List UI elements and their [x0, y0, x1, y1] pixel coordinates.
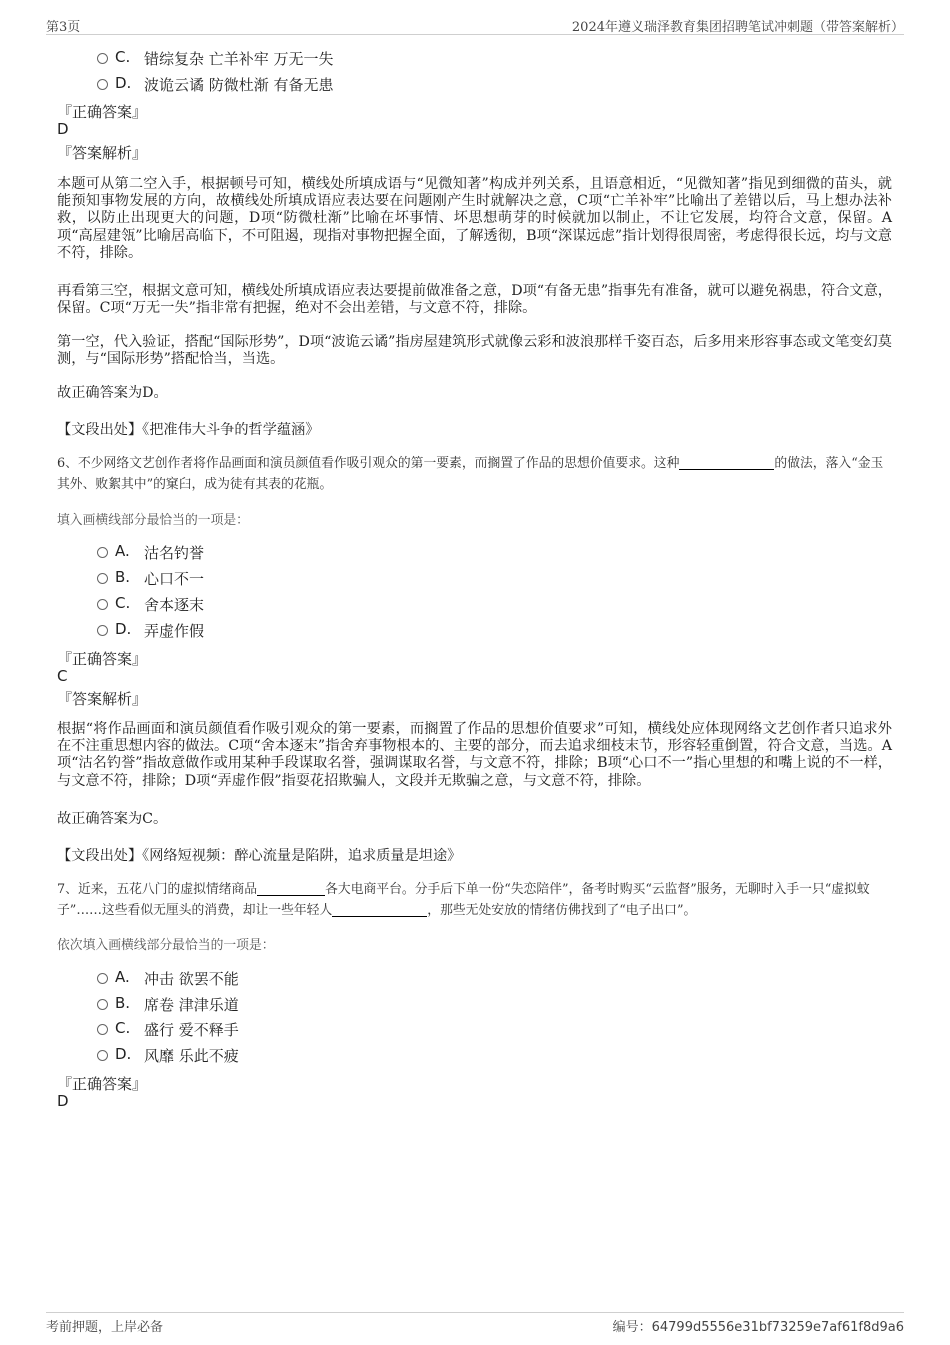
q5-analysis-label: 『答案解析』 — [57, 144, 148, 162]
q6-analysis-paragraph-2: 故正确答案为C。 — [57, 811, 168, 827]
option-text: 错综复杂 亡羊补牢 万无一失 — [144, 50, 334, 68]
option-letter: B. — [115, 994, 131, 1012]
page-header — [46, 14, 904, 35]
option-text: 沽名钓誉 — [144, 544, 205, 562]
q7-stem-part2: 各大电商平台。分手后下单一份“失恋陪伴”，备考时购买“云监督”服务，无聊时入手一只“虚拟蚊子”……这些看似无厘头的消费，却让一些年轻人 — [57, 882, 870, 918]
q6-analysis-paragraph-1: 根据“将作品画面和演员颜值看作吸引观众的第一要素，而搁置了作品的思想价值要求”可知，横线处应体现网络文艺创作者只追求外在不注重思想内容的做法。C项“舍本逐末”指舍弃事物根本的、主要的部分，而去追求细枝末节，形容轻重倒置，符合文意，当选。A项“沽名钓誉”指故意做作或用某种手段谋取名誉，强调谋取名誉，与文意不符，排除；B项“心口不一”指心里想的和嘴上说的不一样，与文意不符，排除；D项“弄虚作假”指耍花招欺骗人，文段并无欺骗之意，与文意不符，排除。 — [57, 721, 892, 789]
option-letter: C. — [115, 594, 131, 612]
radio-button[interactable] — [97, 973, 108, 984]
option-text: 冲击 欲罢不能 — [144, 970, 239, 988]
option-text: 波诡云谲 防微杜渐 有备无患 — [144, 76, 334, 94]
q7-instruction: 依次填入画横线部分最恰当的一项是： — [57, 938, 275, 953]
q6-stem-part1: 6、不少网络文艺创作者将作品画面和演员颜值看作吸引观众的第一要素，而搁置了作品的思想价值要求。这种 — [57, 456, 680, 471]
option-text: 风靡 乐此不疲 — [144, 1047, 239, 1065]
q6-stem-part2: 的做法，落入“金玉其外、败絮其中”的窠臼，成为徒有其表的花瓶。 — [57, 456, 884, 492]
radio-button[interactable] — [97, 53, 108, 64]
document-code — [613, 1316, 904, 1335]
q5-answer: D — [57, 120, 69, 138]
page-number: 第3页 — [46, 20, 81, 35]
q5-answer-label: 『正确答案』 — [57, 103, 148, 121]
option-letter: C. — [115, 1019, 131, 1037]
option-letter: D. — [115, 620, 132, 638]
q5-analysis-paragraph-3: 第一空，代入验证，搭配“国际形势”，D项“波诡云谲”指房屋建筑形式就像云彩和波浪那样千姿百态，后多用来形容事态或文笔变幻莫测，与“国际形势”搭配恰当，当选。 — [57, 334, 892, 368]
option-text: 席卷 津津乐道 — [144, 996, 239, 1014]
q6-source: 【文段出处】《网络短视频：醉心流量是陷阱，追求质量是坦途》 — [57, 848, 462, 864]
q5-analysis-paragraph-4: 故正确答案为D。 — [57, 385, 168, 401]
option-text: 盛行 爱不释手 — [144, 1021, 239, 1039]
q7-stem-part3: ，那些无处安放的情绪仿佛找到了“电子出口”。 — [427, 903, 697, 918]
q7-stem — [57, 879, 892, 921]
q5-analysis-paragraph-2: 再看第三空，根据文意可知，横线处所填成语应表达要提前做准备之意，D项“有备无患”指事先有准备，就可以避免祸患，符合文意，保留。C项“万无一失”指非常有把握，绝对不会出差错，与文意不符，排除。 — [57, 283, 892, 317]
option-letter: D. — [115, 1045, 132, 1063]
radio-button[interactable] — [97, 999, 108, 1010]
option-text: 舍本逐末 — [144, 596, 205, 614]
code-value: 64799d5556e31bf73259e7af61f8d9a6 — [651, 1320, 904, 1335]
q5-source: 【文段出处】《把准伟大斗争的哲学蕴涵》 — [57, 422, 320, 438]
q6-stem — [57, 453, 892, 495]
radio-button[interactable] — [97, 599, 108, 610]
footer-slogan: 考前押题，上岸必备 — [46, 1320, 164, 1335]
q6-instruction: 填入画横线部分最恰当的一项是： — [57, 513, 249, 528]
option-letter: A. — [115, 542, 130, 560]
q5-analysis-paragraph-1: 本题可从第二空入手，根据顿号可知，横线处所填成语与“见微知著”构成并列关系，且语意相近，“见微知著”指见到细微的苗头，就能预知事物发展的方向，故横线处所填成语应表达要在问题刚产生时就解决之意，C项“亡羊补牢”比喻出了差错以后，马上想办法补救，以防止出现更大的问题，D项“防微杜渐”比喻在坏事情、坏思想萌芽的时候就加以制止，不让它发展，均符合文意，保留。A项“高屋建瓴”比喻居高临下，不可阻遏，现指对事物把握全面，了解透彻，B项“深谋远虑”指计划得很周密，考虑得很长远，均与文意不符，排除。 — [57, 176, 892, 261]
radio-button[interactable] — [97, 79, 108, 90]
code-label: 编号： — [612, 1320, 652, 1335]
option-text: 弄虚作假 — [144, 622, 205, 640]
answer-blank — [257, 881, 325, 896]
q7-stem-part1: 7、近来，五花八门的虚拟情绪商品 — [57, 882, 258, 897]
option-letter: C. — [115, 48, 131, 66]
q6-answer-label: 『正确答案』 — [57, 650, 148, 668]
option-text: 心口不一 — [144, 570, 205, 588]
answer-blank — [679, 455, 774, 470]
q6-analysis-label: 『答案解析』 — [57, 690, 148, 708]
radio-button[interactable] — [97, 573, 108, 584]
radio-button[interactable] — [97, 1050, 108, 1061]
document-title: 2024年遵义瑞泽教育集团招聘笔试冲刺题（带答案解析） — [571, 20, 904, 35]
option-letter: D. — [115, 74, 132, 92]
radio-button[interactable] — [97, 625, 108, 636]
answer-blank — [332, 902, 427, 917]
q6-answer: C — [57, 667, 68, 685]
q7-answer: D — [57, 1092, 69, 1110]
radio-button[interactable] — [97, 547, 108, 558]
q7-answer-label: 『正确答案』 — [57, 1075, 148, 1093]
option-letter: B. — [115, 568, 131, 586]
radio-button[interactable] — [97, 1024, 108, 1035]
option-letter: A. — [115, 968, 130, 986]
page-footer — [46, 1312, 904, 1343]
